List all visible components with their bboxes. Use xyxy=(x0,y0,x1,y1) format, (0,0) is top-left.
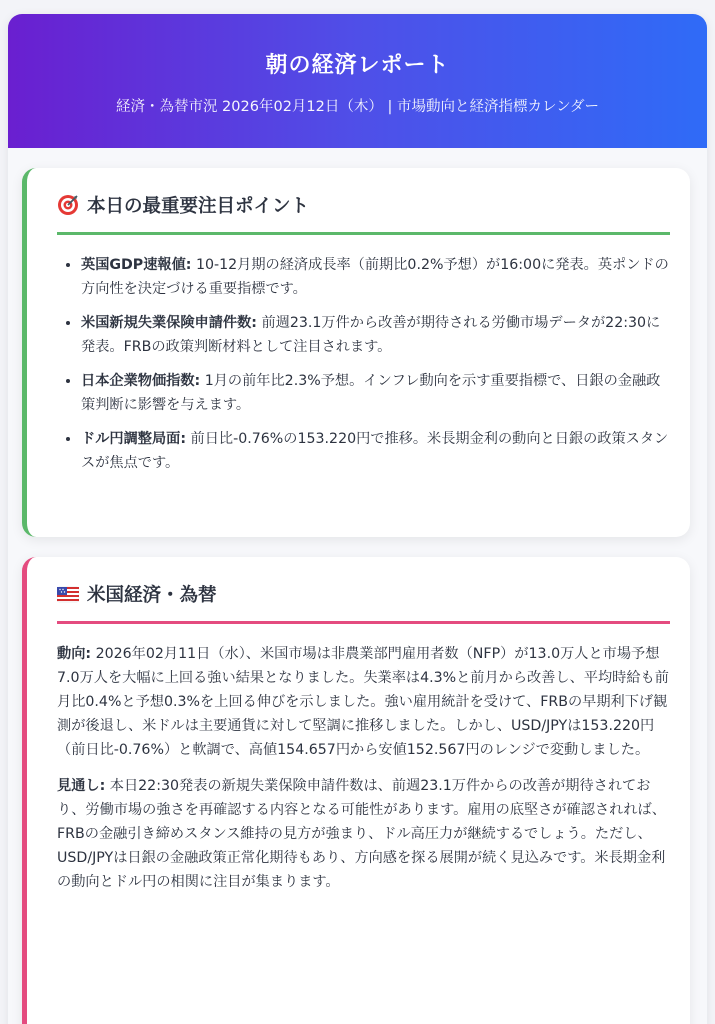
list-item xyxy=(81,253,670,301)
target-icon xyxy=(57,194,79,216)
report-header xyxy=(8,14,707,148)
report-container xyxy=(8,14,707,1024)
item-text: 前週23.1万件から改善が期待される労働市場データが22:30に発表。FRBの政策判断材料として注目されます。 xyxy=(81,315,661,355)
list-item xyxy=(81,427,670,475)
highlights-title: 本日の最重要注目ポイント xyxy=(87,196,310,217)
item-label: 英国GDP速報値: xyxy=(81,257,192,273)
us-economy-card xyxy=(22,557,690,1024)
us-economy-heading xyxy=(57,581,670,624)
item-label: 米国新規失業保険申請件数: xyxy=(81,315,257,331)
us-economy-title: 米国経済・為替 xyxy=(87,585,217,606)
list-item xyxy=(81,369,670,417)
page-subtitle: 経済・為替市況 2026年02月12日（木） | 市場動向と経済指標カレンダー xyxy=(115,99,600,115)
item-label: 日本企業物価指数: xyxy=(81,373,201,389)
us-flag-icon xyxy=(57,583,79,605)
trend-paragraph xyxy=(57,642,670,762)
outlook-label: 見通し: xyxy=(57,778,106,794)
trend-text: 2026年02月11日（水）、米国市場は非農業部門雇用者数（NFP）が13.0万人と市場予想7.0万人を大幅に上回る強い結果となりました。失業率は4.3%と前月から改善し、平均時給も前月比0.4%と予想0.3%を上回る伸びを示しました。強い雇用統計を受けて、FRBの早期利下げ観測が後退し、米ドルは主要通貨に対して堅調に推移しました。しかし、USD/JPYは153.220円（前日比-0.76%）と軟調で、高値154.657円から安値152.567円のレンジで変動しました。 xyxy=(57,646,669,758)
item-text: 前日比-0.76%の153.220円で推移。米長期金利の動向と日銀の政策スタンスが焦点です。 xyxy=(81,431,669,471)
highlights-card xyxy=(22,168,690,537)
outlook-text: 本日22:30発表の新規失業保険申請件数は、前週23.1万件からの改善が期待されており、労働市場の強さを再確認する内容となる可能性があります。雇用の底堅さが確認されれば、FRBの金融引き締めスタンス維持の見方が強まり、ドル高圧力が継続するでしょう。ただし、USD/JPYは日銀の金融政策正常化期待もあり、方向感を探る展開が続く見込みです。米長期金利の動向とドル円の相関に注目が集まります。 xyxy=(57,778,666,890)
page-title: 朝の経済レポート xyxy=(265,53,450,78)
highlights-list xyxy=(57,253,670,475)
highlights-heading xyxy=(57,192,670,235)
item-text: 1月の前年比2.3%予想。インフレ動向を示す重要指標で、日銀の金融政策判断に影響を与えます。 xyxy=(81,373,661,413)
item-label: ドル円調整局面: xyxy=(81,431,186,447)
trend-label: 動向: xyxy=(57,646,92,662)
outlook-paragraph xyxy=(57,774,670,894)
list-item xyxy=(81,311,670,359)
item-text: 10-12月期の経済成長率（前期比0.2%予想）が16:00に発表。英ポンドの方向性を決定づける重要指標です。 xyxy=(81,257,669,297)
